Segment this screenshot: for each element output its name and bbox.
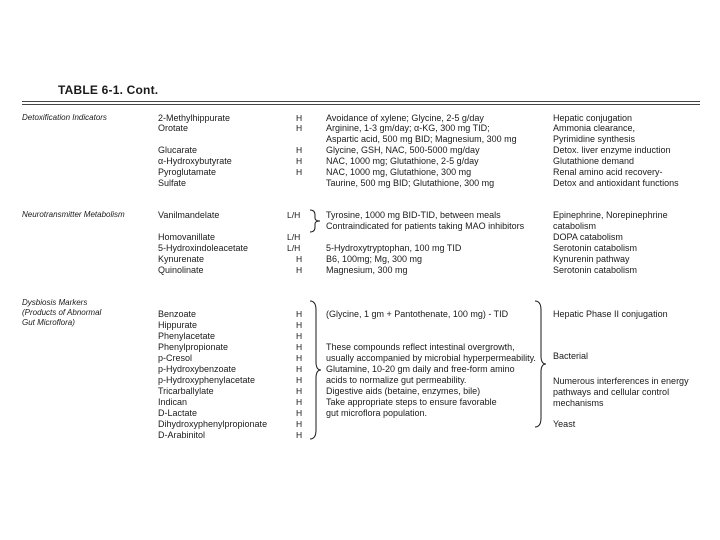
treatment-line: Glutamine, 10-20 gm daily and free-form amino bbox=[326, 364, 515, 374]
table-title: TABLE 6-1. Cont. bbox=[58, 83, 159, 97]
marker-phenylpropionate: Phenylpropionate bbox=[158, 342, 229, 352]
function-line: Numerous interferences in energy bbox=[553, 376, 689, 386]
category-dysbiosis-sub: (Products of Abnormal bbox=[22, 308, 102, 317]
dysbiosis-right-brace-icon bbox=[533, 300, 547, 428]
header-rule bbox=[22, 101, 700, 102]
marker-dihydroxyphenylpropionate: Dihydroxyphenylpropionate bbox=[158, 419, 268, 429]
treatment-line: Tyrosine, 1000 mg BID-TID, between meals bbox=[326, 210, 501, 220]
level: H bbox=[296, 430, 303, 440]
marker-phenylacetate: Phenylacetate bbox=[158, 331, 216, 341]
level: H bbox=[296, 265, 303, 275]
treatment-line: NAC, 1000 mg; Glutathione, 2-5 g/day bbox=[326, 156, 479, 166]
treatment-line: Avoidance of xylene; Glycine, 2-5 g/day bbox=[326, 113, 484, 123]
treatment-line: B6, 100mg; Mg, 300 mg bbox=[326, 254, 423, 264]
function-line: catabolism bbox=[553, 221, 597, 231]
marker-d-lactate: D-Lactate bbox=[158, 408, 198, 418]
function-line: Kynurenin pathway bbox=[553, 254, 630, 264]
function-line: Ammonia clearance, bbox=[553, 123, 636, 133]
treatment-line: (Glycine, 1 gm + Pantothenate, 100 mg) - TID bbox=[326, 309, 509, 319]
category-dysbiosis: Dysbiosis Markers bbox=[22, 298, 88, 307]
marker-p-hydroxybenzoate: p-Hydroxybenzoate bbox=[158, 364, 237, 374]
marker-tricarballylate: Tricarballylate bbox=[158, 386, 214, 396]
function-line: Hepatic Phase II conjugation bbox=[553, 309, 668, 319]
function-line: Detox. liver enzyme induction bbox=[553, 145, 671, 155]
treatment-line: acids to normalize gut permeability. bbox=[326, 375, 467, 385]
treatment-line: Glycine, GSH, NAC, 500-5000 mg/day bbox=[326, 145, 480, 155]
function-line: Yeast bbox=[553, 419, 576, 429]
function-line: Hepatic conjugation bbox=[553, 113, 633, 123]
neuro-brace-icon bbox=[308, 209, 322, 233]
header-rule-2 bbox=[22, 104, 700, 105]
level: H bbox=[296, 353, 303, 363]
level: H bbox=[296, 342, 303, 352]
marker-glucarate: Glucarate bbox=[158, 145, 198, 155]
level: H bbox=[296, 123, 303, 133]
level: H bbox=[296, 419, 303, 429]
level: H bbox=[296, 309, 303, 319]
function-line: Serotonin catabolism bbox=[553, 243, 638, 253]
treatment-line: Taurine, 500 mg BID; Glutathione, 300 mg bbox=[326, 178, 495, 188]
marker-5-hydroxindoleacetate: 5-Hydroxindoleacetate bbox=[158, 243, 249, 253]
marker-pyroglutamate: Pyroglutamate bbox=[158, 167, 217, 177]
level: H bbox=[296, 320, 303, 330]
marker-orotate: Orotate bbox=[158, 123, 189, 133]
marker-vanilmandelate: Vanilmandelate bbox=[158, 210, 220, 220]
level: H bbox=[296, 254, 303, 264]
function-line: Pyrimidine synthesis bbox=[553, 134, 636, 144]
category-detoxification: Detoxification Indicators bbox=[22, 113, 107, 122]
treatment-line: Digestive aids (betaine, enzymes, bile) bbox=[326, 386, 481, 396]
treatment-line: usually accompanied by microbial hyperpermeability. bbox=[326, 353, 536, 363]
function-line: Serotonin catabolism bbox=[553, 265, 638, 275]
function-line: DOPA catabolism bbox=[553, 232, 623, 242]
category-dysbiosis-sub: Gut Microflora) bbox=[22, 318, 75, 327]
treatment-line: Arginine, 1-3 gm/day; α-KG, 300 mg TID; bbox=[326, 123, 490, 133]
level: H bbox=[296, 386, 303, 396]
treatment-line: Contraindicated for patients taking MAO inhibitors bbox=[326, 221, 525, 231]
marker-sulfate: Sulfate bbox=[158, 178, 187, 188]
level: H bbox=[296, 113, 303, 123]
function-line: pathways and cellular control bbox=[553, 387, 670, 397]
marker-kynurenate: Kynurenate bbox=[158, 254, 205, 264]
marker-hippurate: Hippurate bbox=[158, 320, 198, 330]
category-neurotransmitter: Neurotransmitter Metabolism bbox=[22, 210, 125, 219]
treatment-line: NAC, 1000 mg, Glutathione, 300 mg bbox=[326, 167, 472, 177]
level: L/H bbox=[287, 210, 301, 220]
function-line: mechanisms bbox=[553, 398, 604, 408]
treatment-line: Magnesium, 300 mg bbox=[326, 265, 408, 275]
treatment-line: Take appropriate steps to ensure favorable bbox=[326, 397, 497, 407]
marker-2-methylhippurate: 2-Methylhippurate bbox=[158, 113, 231, 123]
treatment-line: 5-Hydroxytryptophan, 100 mg TID bbox=[326, 243, 462, 253]
function-line: Glutathione demand bbox=[553, 156, 635, 166]
treatment-line: gut microflora population. bbox=[326, 408, 428, 418]
level: L/H bbox=[287, 243, 301, 253]
level: L/H bbox=[287, 232, 301, 242]
function-line: Detox and antioxidant functions bbox=[553, 178, 679, 188]
marker-indican: Indican bbox=[158, 397, 188, 407]
level: H bbox=[296, 408, 303, 418]
level: H bbox=[296, 156, 303, 166]
function-line: Bacterial bbox=[553, 351, 589, 361]
marker-p-cresol: p-Cresol bbox=[158, 353, 193, 363]
level: H bbox=[296, 364, 303, 374]
function-line: Epinephrine, Norepinephrine bbox=[553, 210, 668, 220]
marker-d-arabinitol: D-Arabinitol bbox=[158, 430, 206, 440]
marker-homovanillate: Homovanillate bbox=[158, 232, 216, 242]
level: H bbox=[296, 375, 303, 385]
marker-quinolinate: Quinolinate bbox=[158, 265, 204, 275]
level: H bbox=[296, 331, 303, 341]
marker-alpha-hydroxybutyrate: α-Hydroxybutyrate bbox=[158, 156, 232, 166]
treatment-line: These compounds reflect intestinal overgrowth, bbox=[326, 342, 515, 352]
treatment-line: Aspartic acid, 500 mg BID; Magnesium, 300 mg bbox=[326, 134, 517, 144]
dysbiosis-left-brace-icon bbox=[308, 300, 322, 440]
level: H bbox=[296, 145, 303, 155]
level: H bbox=[296, 397, 303, 407]
level: H bbox=[296, 167, 303, 177]
function-line: Renal amino acid recovery- bbox=[553, 167, 663, 177]
marker-benzoate: Benzoate bbox=[158, 309, 197, 319]
marker-p-hydroxyphenylacetate: p-Hydroxyphenylacetate bbox=[158, 375, 256, 385]
